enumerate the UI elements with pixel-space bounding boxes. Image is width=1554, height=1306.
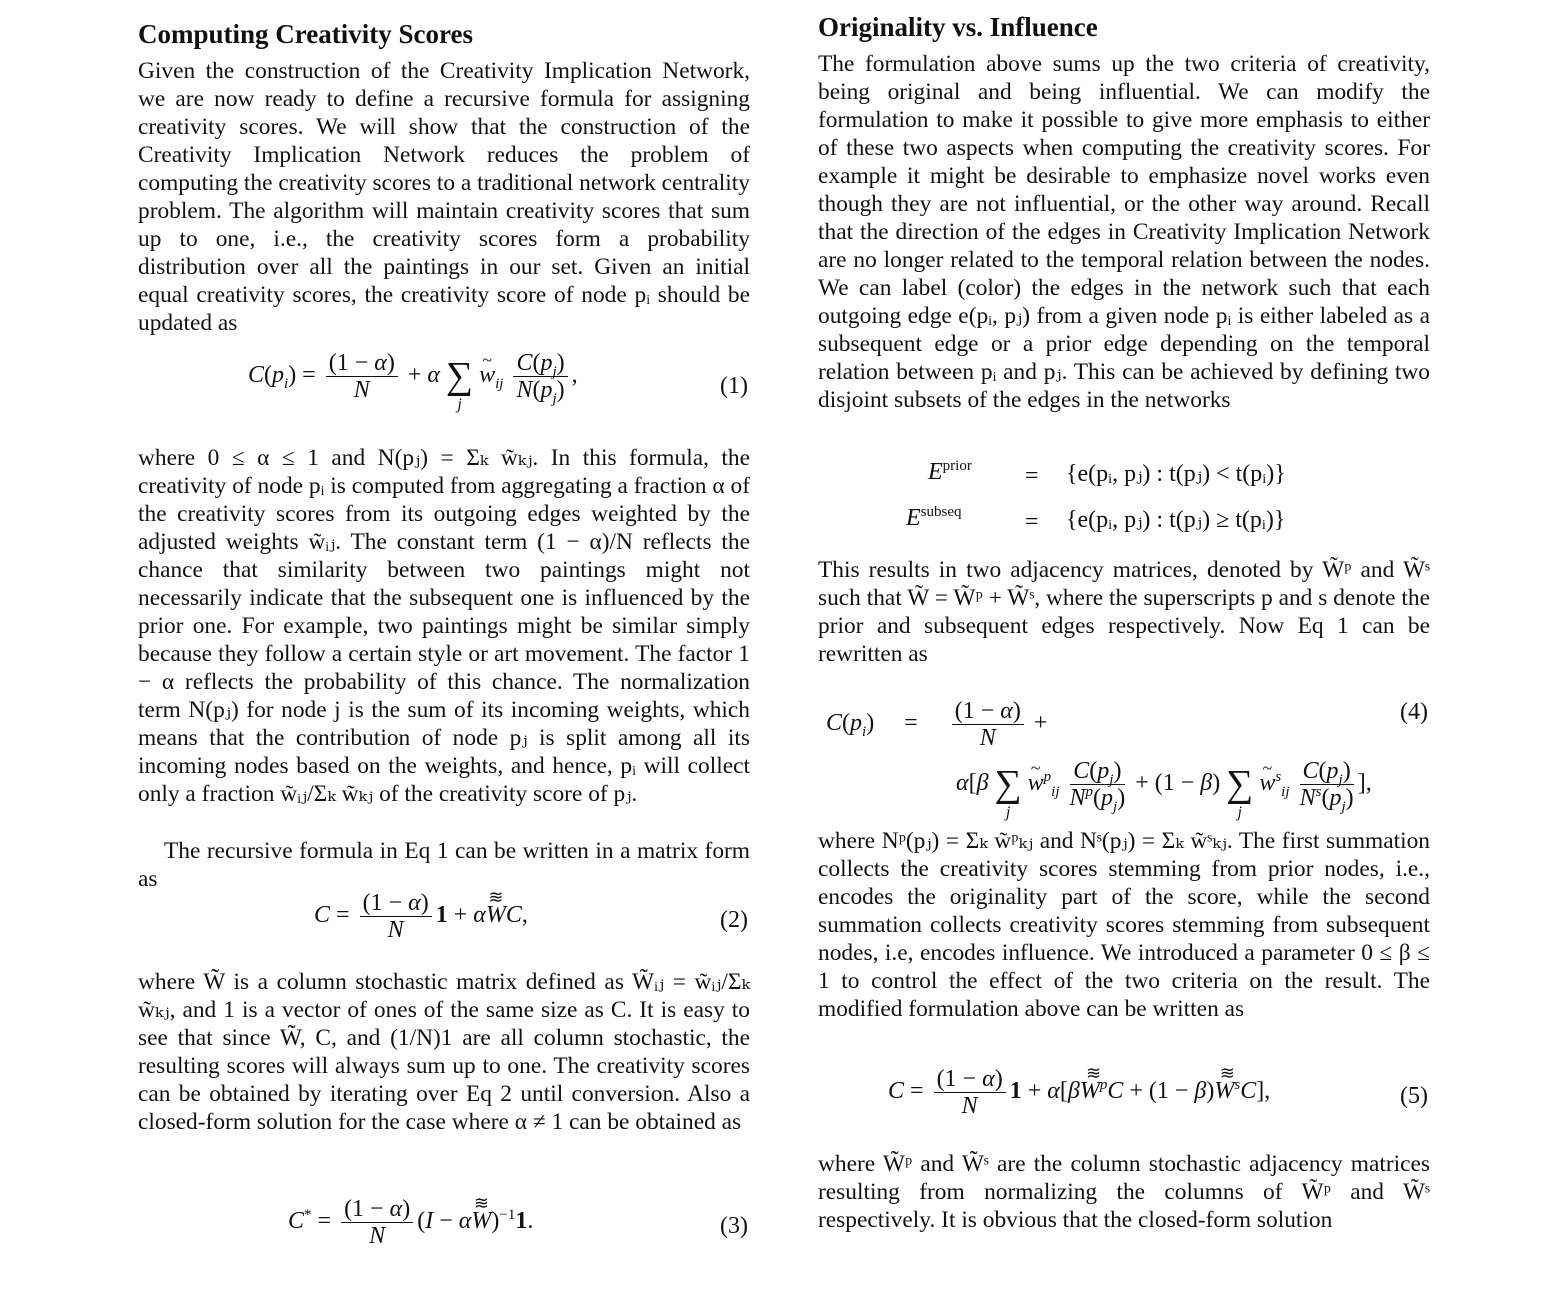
edge-set-subseq-lhs: $E^{subseq}$ <box>906 504 962 531</box>
equation-4-number: (4) <box>1400 699 1428 725</box>
edge-set-subseq-rhs: {e(pᵢ, pⱼ) : t(pⱼ) ≥ t(pᵢ)} <box>1066 507 1286 533</box>
equation-5-body: C = $\frac{(1 - \alpha)}{N}$ 1 + α[β≋ $W^pC + (1$ − β)≋ $W^sC$], <box>888 1066 1270 1119</box>
section-heading-creativity-scores: Computing Creativity Scores <box>138 19 473 49</box>
paragraph-column-stochastic: where W̃̃ is a column stochastic matrix defined as W̃̃ᵢⱼ = w̃ᵢⱼ/Σₖ w̃ₖⱼ, and 1 is a vector of ones of the same size as C. It is easy to see that since W̃̃, C, and (1/N)1 are all column stochastic, the resulting scores will always sum up to one. The creativity scores can be obtained by iterating over Eq 2 until conversion. Also a closed-form solution for the case where α ≠ 1 can be obtained as <box>138 969 750 1135</box>
edge-set-subseq-eq: = <box>1025 509 1039 535</box>
edge-set-prior-rhs: {e(pᵢ, pⱼ) : t(pⱼ) < t(pᵢ)} <box>1066 461 1286 487</box>
paragraph-originality: The formulation above sums up the two criteria of creativity, being original and being influential. We can modify the formulation to make it possible to give more emphasis to either of these two aspects when computing the creativity scores. For example it might be desirable to emphasize novel works even though they are not influential, or the other way around. Recall that the direction of the edges in Creativity Implication Network are no longer related to the temporal relation between the nodes. We can label (color) the edges in the network such that each outgoing edge e(pᵢ, pⱼ) from a given node pᵢ is either labeled as a subsequent edge or a prior edge depending on the temporal relation between pᵢ and pⱼ. This can be achieved by defining two disjoint subsets of the edges in the networks <box>818 51 1430 413</box>
paragraph-formula-explanation: where 0 ≤ α ≤ 1 and N(pⱼ) = Σₖ w̃ₖⱼ. In this formula, the creativity of node pᵢ is computed from aggregating a fraction α of the creativity scores from its outgoing edges weighted by the adjusted weights w̃ᵢⱼ. The constant term (1 − α)/N reflects the chance that similarity between two paintings might not necessarily indicate that the subsequent one is influenced by the prior one. For example, two paintings might be similar simply because they follow a certain style or art movement. The factor 1 − α reflects the probability of this chance. The normalization term N(pⱼ) for node j is the sum of its incoming weights, which means that the contribution of node pⱼ is split among all its incoming nodes based on the weights, and hence, pᵢ will collect only a fraction w̃ᵢⱼ/Σₖ w̃ₖⱼ of the creativity score of pⱼ. <box>138 445 750 807</box>
equation-4 <box>818 680 1430 822</box>
edge-set-prior-eq: = <box>1025 463 1039 489</box>
equation-1-number: (1) <box>720 373 748 399</box>
equation-1-body: $C(p_i)$ = $\frac{(1 - \alpha)}{N}$ + α ∑ j ~ $w_{ij}$ $\frac{C(p_j)}{N(p_j)}$ , <box>248 350 578 403</box>
equation-4-line1: $C(p_i)$ = $\frac{(1 - \alpha)}{N}$ + <box>826 698 1048 751</box>
edge-set-subseq-label: subseq <box>920 504 962 520</box>
paragraph-adjacency: This results in two adjacency matrices, denoted by W̃ᵖ and W̃ˢ such that W̃ = W̃ᵖ + W̃ˢ, where the superscripts p and s denote the prior and subsequent edges respectively. Now Eq 1 can be rewritten as <box>818 557 1430 667</box>
section-heading-originality-influence: Originality vs. Influence <box>818 12 1098 42</box>
equation-5 <box>818 1058 1430 1138</box>
equation-3-number: (3) <box>720 1213 748 1239</box>
equation-2 <box>138 882 750 962</box>
edge-set-prior-lhs: $E^{prior}$ <box>928 458 972 485</box>
equation-2-body: C = $\frac{(1 - \alpha)}{N}$ 1 + α≋ WC, <box>314 890 528 943</box>
equation-3-body: C* = $\frac{(1 - \alpha)}{N}$ (I − α≋ W)$^{-1}$1. <box>288 1196 533 1249</box>
paragraph-summations: where Nᵖ(pⱼ) = Σₖ w̃ᵖₖⱼ and Nˢ(pⱼ) = Σₖ w̃ˢₖⱼ. The first summation collects the creativity scores stemming from prior nodes, i.e., encodes the originality part of the score, while the second summation collects creativity scores stemming from subsequent nodes, i.e, encodes influence. We introduced a parameter 0 ≤ β ≤ 1 to control the effect of the two criteria on the result. The modified formulation above can be written as <box>818 828 1430 1022</box>
paragraph-intro: Given the construction of the Creativity Implication Network, we are now ready to define a recursive formula for assigning creativity scores. We will show that the construction of the Creativity Implication Network reduces the problem of computing the creativity scores to a traditional network centrality problem. The algorithm will maintain creativity scores that sum up to one, i.e., the creativity scores form a probability distribution over all the paintings in our set. Given an initial equal creativity scores, the creativity score of node pᵢ should be updated as <box>138 58 750 336</box>
equation-1 <box>138 348 750 428</box>
paragraph-matrix-form: The recursive formula in Eq 1 can be written in a matrix form as <box>138 838 750 892</box>
equation-5-number: (5) <box>1400 1083 1428 1109</box>
equation-3 <box>138 1188 750 1268</box>
equation-4-line2: α[β ∑ j ~ $w^p_{ij}$ $\frac{C(p_j)}{N^p(p_j)}$ + (1 − β) ∑ j ~ $w^s_{ij}$ $\frac{C(p_j)}{N^s(p_j)}$ ], <box>956 758 1372 811</box>
edge-set-prior-label: prior <box>942 458 972 474</box>
equation-2-number: (2) <box>720 907 748 933</box>
paragraph-closed-form: where W̃̃ᵖ and W̃̃ˢ are the column stochastic adjacency matrices resulting from normalizing the columns of W̃ᵖ and W̃ˢ respectively. It is obvious that the closed-form solution <box>818 1151 1430 1233</box>
edge-set-equations <box>818 450 1430 534</box>
